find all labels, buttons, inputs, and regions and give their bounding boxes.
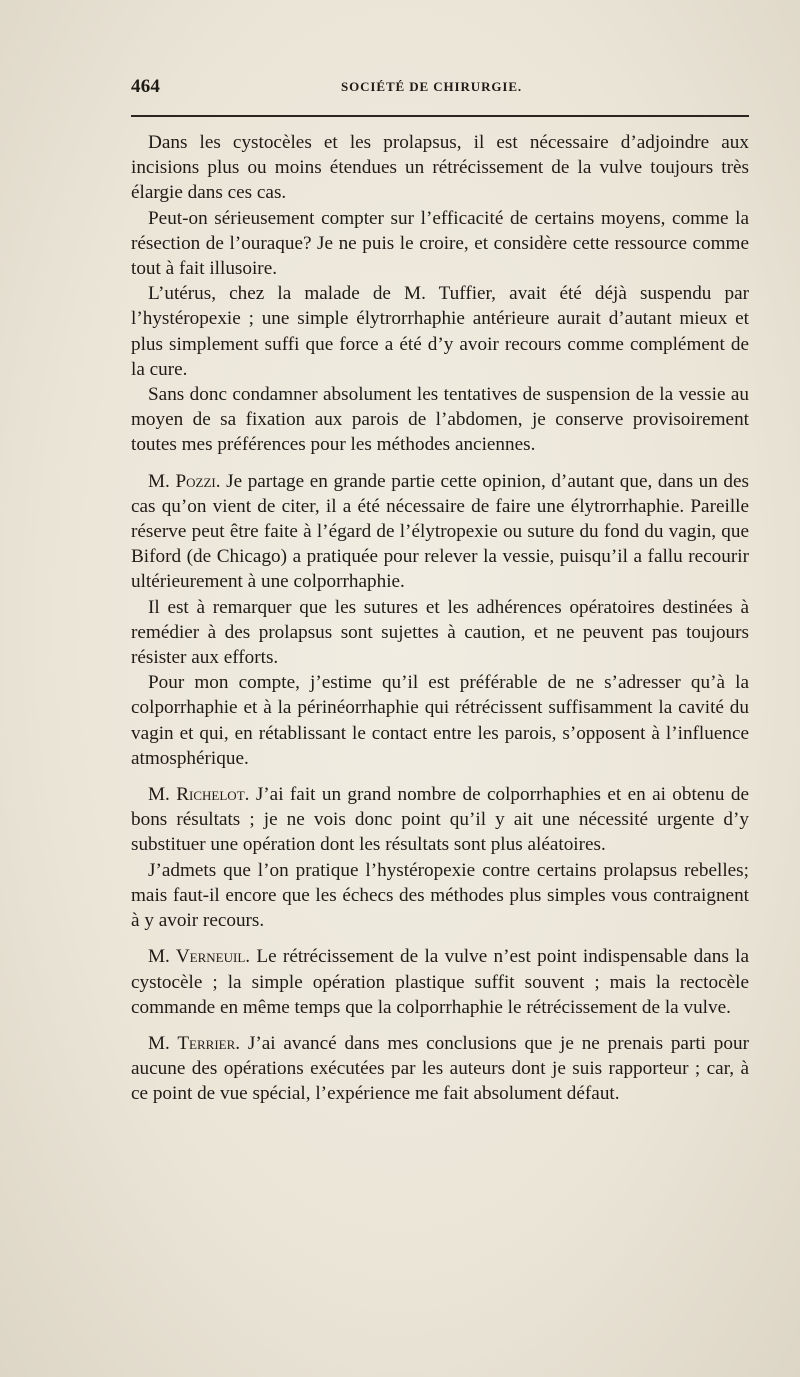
paragraph-text: Je partage en grande partie cette opinion, d’autant que, dans un des cas qu’on vient de citer, il a été nécessaire de faire une élytrorrhaphie. Pareille réserve peut être faite à l’égard de l’élytropexie ou suture du fond du vagin, que Biford (de Chicago) a pratiquée pour relever la vessie, puisqu’il a fallu recourir ultérieurement à une colporrhaphie. xyxy=(131,470,750,593)
running-head xyxy=(131,76,749,100)
speaker-name: M. Verneuil. xyxy=(148,946,251,968)
running-title: SOCIÉTÉ DE CHIRURGIE. xyxy=(341,79,523,94)
page-number: 464 xyxy=(131,76,161,97)
speaker-name: M. Pozzi. xyxy=(148,470,221,492)
paragraph-text: Il est à remarquer que les sutures et les adhérences opératoires destinées à remédier à des prolapsus sont sujettes à caution, et ne peuvent pas toujours résister aux efforts. xyxy=(131,596,749,669)
speaker-name: M. Richelot. xyxy=(148,784,250,806)
paragraph-verneuil xyxy=(131,944,749,1020)
paragraph-uterus xyxy=(131,281,749,382)
paragraph-colporrhaphie xyxy=(131,670,749,771)
paragraph-text: Peut-on sérieusement compter sur l’efficacité de certains moyens, comme la résection de l’ouraque? Je ne puis le croire, et considère cette ressource comme tout à fait illusoire. xyxy=(131,207,749,280)
paragraph-suspension xyxy=(131,382,749,458)
paragraph-richelot xyxy=(131,782,749,858)
paragraph-cystoceles xyxy=(131,130,749,206)
paragraph-text: Sans donc condamner absolument les tentatives de suspension de la vessie au moyen de sa fixation aux parois de l’abdomen, je conserve provisoirement toutes mes préférences pour les méthodes anciennes. xyxy=(131,384,749,456)
paragraph-text: Dans les cystocèles et les prolapsus, il est nécessaire d’adjoindre aux incisions plus ou moins étendues un rétrécissement de la vulve toujours très élargie dans ces cas. xyxy=(131,132,749,204)
speaker-name: M. Terrier. xyxy=(148,1032,241,1054)
paragraph-text: J’ai avancé dans mes conclusions que je ne prenais parti pour aucune des opérations exécutées par les auteurs dont je suis rapporteur ; car, à ce point de vue spécial, l’expérience me fait absolument défaut. xyxy=(131,1032,749,1105)
body-text xyxy=(131,130,749,1107)
paragraph-text: J’admets que l’on pratique l’hystéropexie contre certains prolapsus rebelles; mais faut-il encore que les échecs des méthodes plus simples vous contraignent à y avoir recours. xyxy=(131,859,749,932)
header-rule xyxy=(131,115,749,117)
paragraph-hysteropexie xyxy=(131,858,749,934)
paragraph-sutures xyxy=(131,595,749,671)
paragraph-ouraque xyxy=(131,206,749,282)
paragraph-pozzi xyxy=(131,469,749,595)
paragraph-text: Le rétrécissement de la vulve n’est point indispensable dans la cystocèle ; la simple opération plastique suffit souvent ; mais la rectocèle commande en même temps que la colporrhaphie le rétrécissement de la vulve. xyxy=(131,946,749,1018)
paragraph-text: L’utérus, chez la malade de M. Tuffier, avait été déjà suspendu par l’hystéropexie ; une simple élytrorrhaphie antérieure aurait d’autant mieux et plus simplement suffi que force a été d’y avoir recours comme complément de la cure. xyxy=(131,283,749,380)
paragraph-text: J’ai fait un grand nombre de colporrhaphies et en ai obtenu de bons résultats ; je ne vois donc point qu’il y ait une nécessité urgente d’y substituer une opération dont les résultats sont plus aléatoires. xyxy=(131,784,750,856)
paragraph-terrier xyxy=(131,1031,749,1107)
paragraph-text: Pour mon compte, j’estime qu’il est préférable de ne s’adresser qu’à la colporrhaphie et à la périnéorrhaphie qui rétrécissent suffisamment la cavité du vagin et qui, en rétablissant le contact entre les parois, s’opposent à l’influence atmosphérique. xyxy=(131,672,749,769)
